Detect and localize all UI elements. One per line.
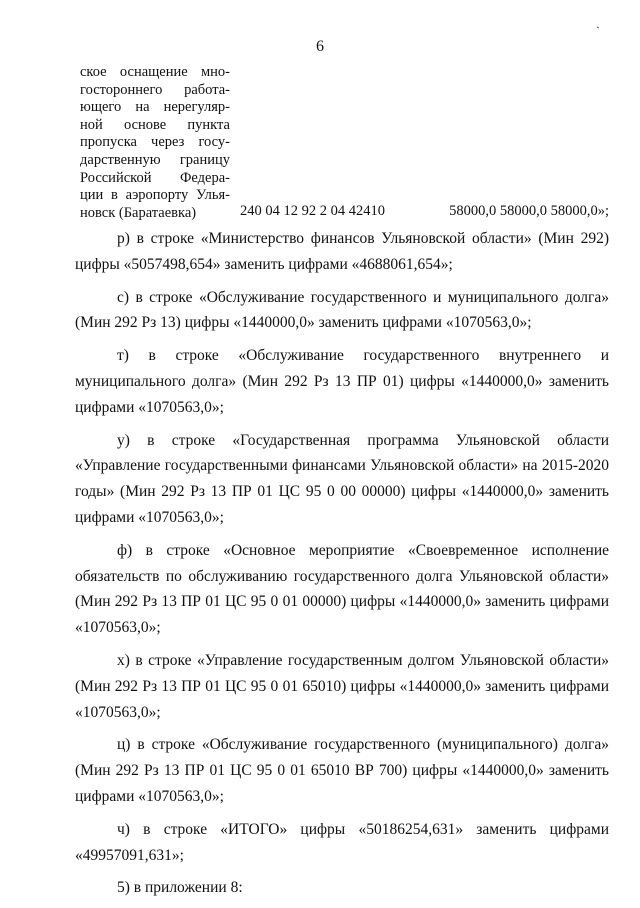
amendment-list [75, 226, 609, 908]
amendment-paragraph: 5) в приложении 8: [117, 879, 243, 897]
amendment-paragraph: х) в строке «Управление государственным долгом Ульяновской области» (Мин 292 Рз 13 ПР 01 ЦС 95 0 01 65010) цифры «1440000,0» заменить цифрами «1070563,0»; [75, 651, 609, 721]
table-row-name-line: пропуска через госу- [80, 134, 230, 151]
table-row-name-line: ское оснащение мно- [80, 64, 230, 80]
table-row-codes: 240 04 12 92 2 04 42410 [240, 203, 385, 219]
scan-mark: ` [596, 24, 600, 38]
table-row-name-line: ющего на нерегуляр- [80, 99, 230, 116]
amendment-paragraph: ч) в строке «ИТОГО» цифры «50186254,631» заменить цифрами «49957091,631»; [75, 820, 609, 864]
table-row-name-line: ной основе пункта [80, 116, 230, 133]
amendment-paragraph: т) в строке «Обслуживание государственного внутреннего и муниципального долга» (Мин 292 Рз 13 ПР 01) цифры «1440000,0» заменить цифрами «1070563,0»; [75, 347, 609, 416]
table-row-name-line: гостороннего работа- [80, 81, 230, 98]
table-row-name-line: дарственную границу [80, 151, 230, 168]
table-row-name-line: Российской Федера- [80, 169, 230, 186]
amendment-paragraph: р) в строке «Министерство финансов Ульяновской области» (Мин 292) цифры «5057498,654» заменить цифрами «4688061,654»; [75, 230, 609, 273]
page-number: 6 [316, 38, 324, 55]
amendment-paragraph: у) в строке «Государственная программа Ульяновской области «Управление государственными финансами Ульяновской области» на 2015-2020 годы» (Мин 292 Рз 13 ПР 01 ЦС 95 0 00 00000) цифры «1440000,0» заменить цифрами «1070563,0»; [75, 431, 609, 526]
amendment-paragraph: ц) в строке «Обслуживание государственного (муниципального) долга» (Мин 292 Рз 13 ПР 01 ЦС 95 0 01 65010 ВР 700) цифры «1440000,0» заменить цифрами «1070563,0»; [75, 736, 609, 805]
table-row-name-line: ции в аэропорту Улья- [80, 187, 230, 204]
table-row-name [80, 64, 230, 222]
table-row-name-line: новск (Баратаевка) [80, 204, 197, 221]
amendment-paragraph: ф) в строке «Основное мероприятие «Своевременное исполнение обязательств по обслуживанию государственного долга Ульяновской области» (Мин 292 Рз 13 ПР 01 ЦС 95 0 01 00000) цифры «1440000,0» заменить цифрами «1070563,0»; [75, 541, 609, 637]
amendment-paragraph: с) в строке «Обслуживание государственного и муниципального долга» (Мин 292 Рз 13) цифры «1440000,0» заменить цифрами «1070563,0»; [75, 288, 609, 332]
table-row-sums: 58000,0 58000,0 58000,0»; [449, 203, 609, 219]
